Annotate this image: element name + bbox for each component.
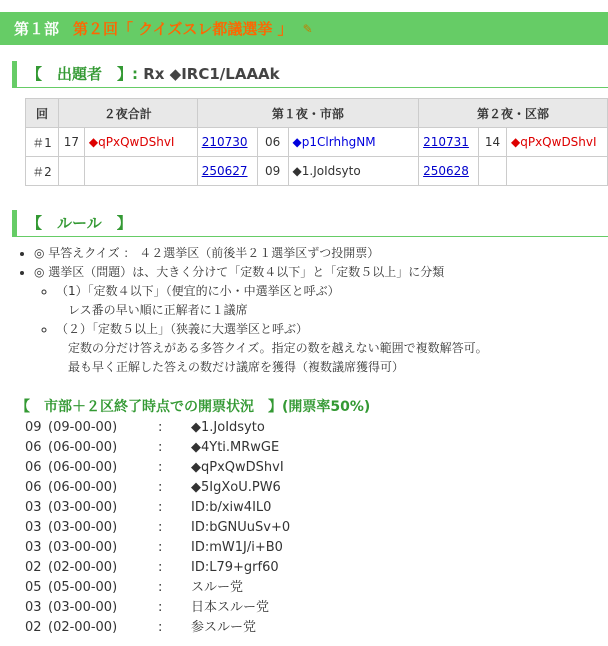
seat-count: 05	[25, 580, 42, 595]
candidate-name: ID:bGNUuSv+0	[191, 520, 291, 535]
author-name: Rx ◆IRC1/LAAAk	[143, 65, 280, 83]
candidate-name: ◆qPxQwDShvI	[191, 460, 284, 475]
night2-votes-cell: 14	[479, 128, 507, 157]
separator: :	[158, 580, 163, 595]
seat-breakdown: (03-00-00)	[48, 600, 118, 615]
table-row	[26, 157, 608, 186]
night2-name-cell: ◆qPxQwDShvI	[507, 128, 608, 157]
header-total: ２夜合計	[58, 99, 197, 128]
ballot-list	[25, 418, 290, 638]
round-cell: ＃2	[26, 157, 59, 186]
night2-post-link[interactable]: 250628	[423, 164, 469, 178]
author-label: 【 出題者 】:	[27, 65, 144, 83]
separator: :	[158, 460, 163, 475]
seat-count: 03	[25, 540, 42, 555]
author-heading	[12, 61, 608, 88]
header-round: 回	[26, 99, 59, 128]
round-cell: ＃1	[26, 128, 59, 157]
table-header-row	[26, 99, 608, 128]
candidate-name: ID:L79+grf60	[191, 560, 279, 575]
rule-subitem-title: ◦ （1）「定数４以下」（便宜的に小・中選挙区と呼ぶ）	[56, 284, 340, 298]
list-item	[25, 458, 290, 478]
seat-breakdown: (05-00-00)	[48, 580, 118, 595]
separator: :	[158, 440, 163, 455]
seat-count: 03	[25, 600, 42, 615]
seat-count: 02	[25, 560, 42, 575]
seat-count: 06	[25, 440, 42, 455]
seat-count: 03	[25, 500, 42, 515]
night2-name-cell	[507, 157, 608, 186]
seat-breakdown: (09-00-00)	[48, 420, 118, 435]
total-votes-cell	[58, 157, 84, 186]
separator: :	[158, 480, 163, 495]
rule-item	[34, 263, 608, 377]
seat-breakdown: (03-00-00)	[48, 520, 118, 535]
seat-count: 06	[25, 460, 42, 475]
seat-breakdown: (02-00-00)	[48, 560, 118, 575]
night1-post-link[interactable]: 210730	[201, 135, 248, 149]
list-item	[25, 598, 290, 618]
list-item	[25, 578, 290, 598]
separator: :	[158, 420, 163, 435]
header-night2: 第２夜・区部	[419, 99, 608, 128]
seat-count: 09	[25, 420, 42, 435]
seat-breakdown: (03-00-00)	[48, 500, 118, 515]
night1-votes-cell: 09	[257, 157, 288, 186]
seat-count: 03	[25, 520, 42, 535]
results-table	[25, 98, 608, 186]
rule-item: • ◎ 早答えクイズ ： ４２選挙区（前後半２１選挙区ずつ投開票）	[34, 244, 608, 263]
separator: :	[158, 540, 163, 555]
status-heading: 【 市部＋２区終了時点での開票状況 】(開票率50%)	[16, 399, 371, 415]
night1-votes-cell: 06	[257, 128, 288, 157]
night1-post-link[interactable]: 250627	[201, 164, 248, 178]
part-label: 第１部	[14, 20, 60, 38]
list-item	[25, 518, 290, 538]
candidate-name: ID:mW1J/i+B0	[191, 540, 283, 555]
candidate-name: ◆4Yti.MRwGE	[191, 440, 280, 455]
list-item	[25, 418, 290, 438]
list-item	[25, 558, 290, 578]
table-row	[26, 128, 608, 157]
night2-post-link[interactable]: 210731	[423, 135, 469, 149]
total-name-cell: ◆qPxQwDShvI	[84, 128, 197, 157]
rule-subitem	[56, 320, 608, 377]
rule-subitem	[56, 282, 608, 320]
page-title: 第２回「 クイズスレ都議選挙 」	[73, 20, 293, 38]
separator: :	[158, 620, 163, 635]
total-name-cell	[84, 157, 197, 186]
list-item	[25, 538, 290, 558]
rule-subitem-title: ◦ （２）「定数５以上」（狭義に大選挙区と呼ぶ）	[56, 322, 309, 336]
separator: :	[158, 560, 163, 575]
list-item	[25, 498, 290, 518]
rule-item-text: ◎ 選挙区（問題）は、大きく分けて「定数４以下」と「定数５以上」に分類	[34, 265, 445, 279]
candidate-name: ◆5IgXoU.PW6	[191, 480, 281, 495]
seat-breakdown: (06-00-00)	[48, 440, 118, 455]
seat-count: 06	[25, 480, 42, 495]
candidate-name: 日本スルー党	[191, 600, 270, 615]
candidate-name: 参スルー党	[191, 620, 257, 635]
pencil-icon[interactable]: ✎	[302, 21, 313, 36]
seat-breakdown: (03-00-00)	[48, 540, 118, 555]
seat-breakdown: (02-00-00)	[48, 620, 118, 635]
night1-name-cell: ◆p1ClrhhgNM	[288, 128, 419, 157]
rule-subitem-detail: レス番の早い順に正解者に１議席	[68, 303, 248, 317]
separator: :	[158, 520, 163, 535]
night1-name-cell: ◆1.JoIdsyto	[288, 157, 419, 186]
header-night1: 第１夜・市部	[197, 99, 418, 128]
night2-votes-cell	[479, 157, 507, 186]
seat-breakdown: (06-00-00)	[48, 480, 118, 495]
rule-subitem-detail: 定数の分だけ答えがある多答クイズ。指定の数を越えない範囲で複数解答可。	[68, 341, 488, 355]
rule-subitem-detail: 最も早く正解した答えの数だけ議席を獲得（複数議席獲得可）	[68, 360, 405, 374]
seat-count: 02	[25, 620, 42, 635]
separator: :	[158, 600, 163, 615]
rule-sublist	[34, 282, 608, 377]
seat-breakdown: (06-00-00)	[48, 460, 118, 475]
list-item	[25, 618, 290, 638]
total-votes-cell: 17	[58, 128, 84, 157]
page-banner	[0, 12, 608, 45]
candidate-name: スルー党	[191, 580, 244, 595]
list-item	[25, 478, 290, 498]
rules-heading: 【 ルール 】	[12, 210, 608, 237]
rules-list	[20, 244, 608, 377]
list-item	[25, 438, 290, 458]
candidate-name: ◆1.JoIdsyto	[191, 420, 265, 435]
candidate-name: ID:b/xiw4IL0	[191, 500, 272, 515]
separator: :	[158, 500, 163, 515]
